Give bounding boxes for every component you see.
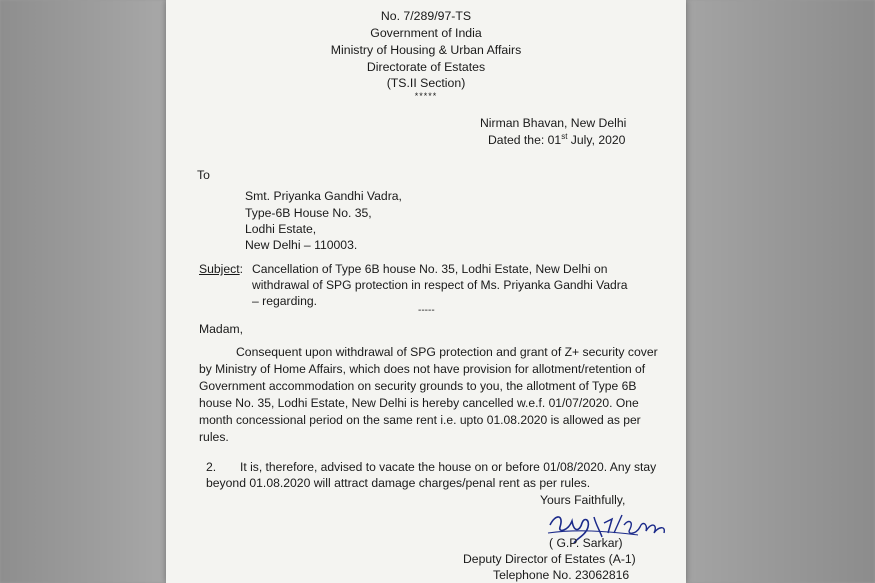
signatory-designation: Deputy Director of Estates (A-1) — [463, 552, 636, 566]
paragraph-line: Government accommodation on security grounds to you, the allotment of Type 6B — [199, 379, 637, 393]
addressee-line: Lodhi Estate, — [245, 222, 317, 236]
background-left — [0, 0, 168, 583]
place: Nirman Bhavan, New Delhi — [480, 116, 627, 130]
paragraph-line: rules. — [199, 430, 229, 444]
subject-line: – regarding. — [252, 294, 318, 308]
paragraph-line: It is, therefore, advised to vacate the house on or before 01/08/2020. Any stay — [240, 460, 657, 474]
subject-label: Subject: — [199, 262, 244, 276]
signatory-telephone: Telephone No. 23062816 — [493, 568, 630, 582]
section-line: (TS.II Section) — [386, 76, 466, 90]
addressee-line: Type-6B House No. 35, — [245, 206, 372, 220]
closing: Yours Faithfully, — [540, 493, 626, 507]
ministry-line: Ministry of Housing & Urban Affairs — [330, 43, 522, 57]
background-right — [685, 0, 875, 583]
date: Dated the: 01st July, 2020 — [488, 132, 626, 148]
subject-line: Cancellation of Type 6B house No. 35, Lodhi Estate, New Delhi on — [252, 262, 608, 276]
to-label: To — [197, 168, 210, 182]
signatory-name: ( G.P. Sarkar) — [549, 536, 623, 550]
addressee-line: New Delhi – 110003. — [245, 238, 358, 252]
file-number: No. 7/289/97-TS — [380, 9, 472, 23]
paragraph-line: house No. 35, Lodhi Estate, New Delhi is hereby cancelled w.e.f. 01/07/2020. One — [199, 396, 639, 410]
paragraph-line: beyond 01.08.2020 will attract damage charges/penal rent as per rules. — [206, 476, 591, 490]
subject-dashes: ----- — [418, 305, 435, 316]
salutation: Madam, — [199, 322, 244, 336]
header-stars: ***** — [414, 91, 438, 101]
paragraph-line: month concessional period on the same rent i.e. upto 01.08.2020 is allowed as per — [199, 413, 641, 427]
letter-page — [166, 0, 686, 583]
government-line: Government of India — [370, 26, 482, 40]
paragraph-line: by Ministry of Home Affairs, which does not have provision for allotment/retention of — [199, 362, 646, 376]
addressee-line: Smt. Priyanka Gandhi Vadra, — [245, 189, 402, 203]
directorate-line: Directorate of Estates — [366, 60, 486, 74]
paragraph-line: Consequent upon withdrawal of SPG protection and grant of Z+ security cover — [236, 345, 658, 359]
subject-line: withdrawal of SPG protection in respect of Ms. Priyanka Gandhi Vadra — [252, 278, 628, 292]
paragraph-number: 2. — [206, 460, 217, 474]
